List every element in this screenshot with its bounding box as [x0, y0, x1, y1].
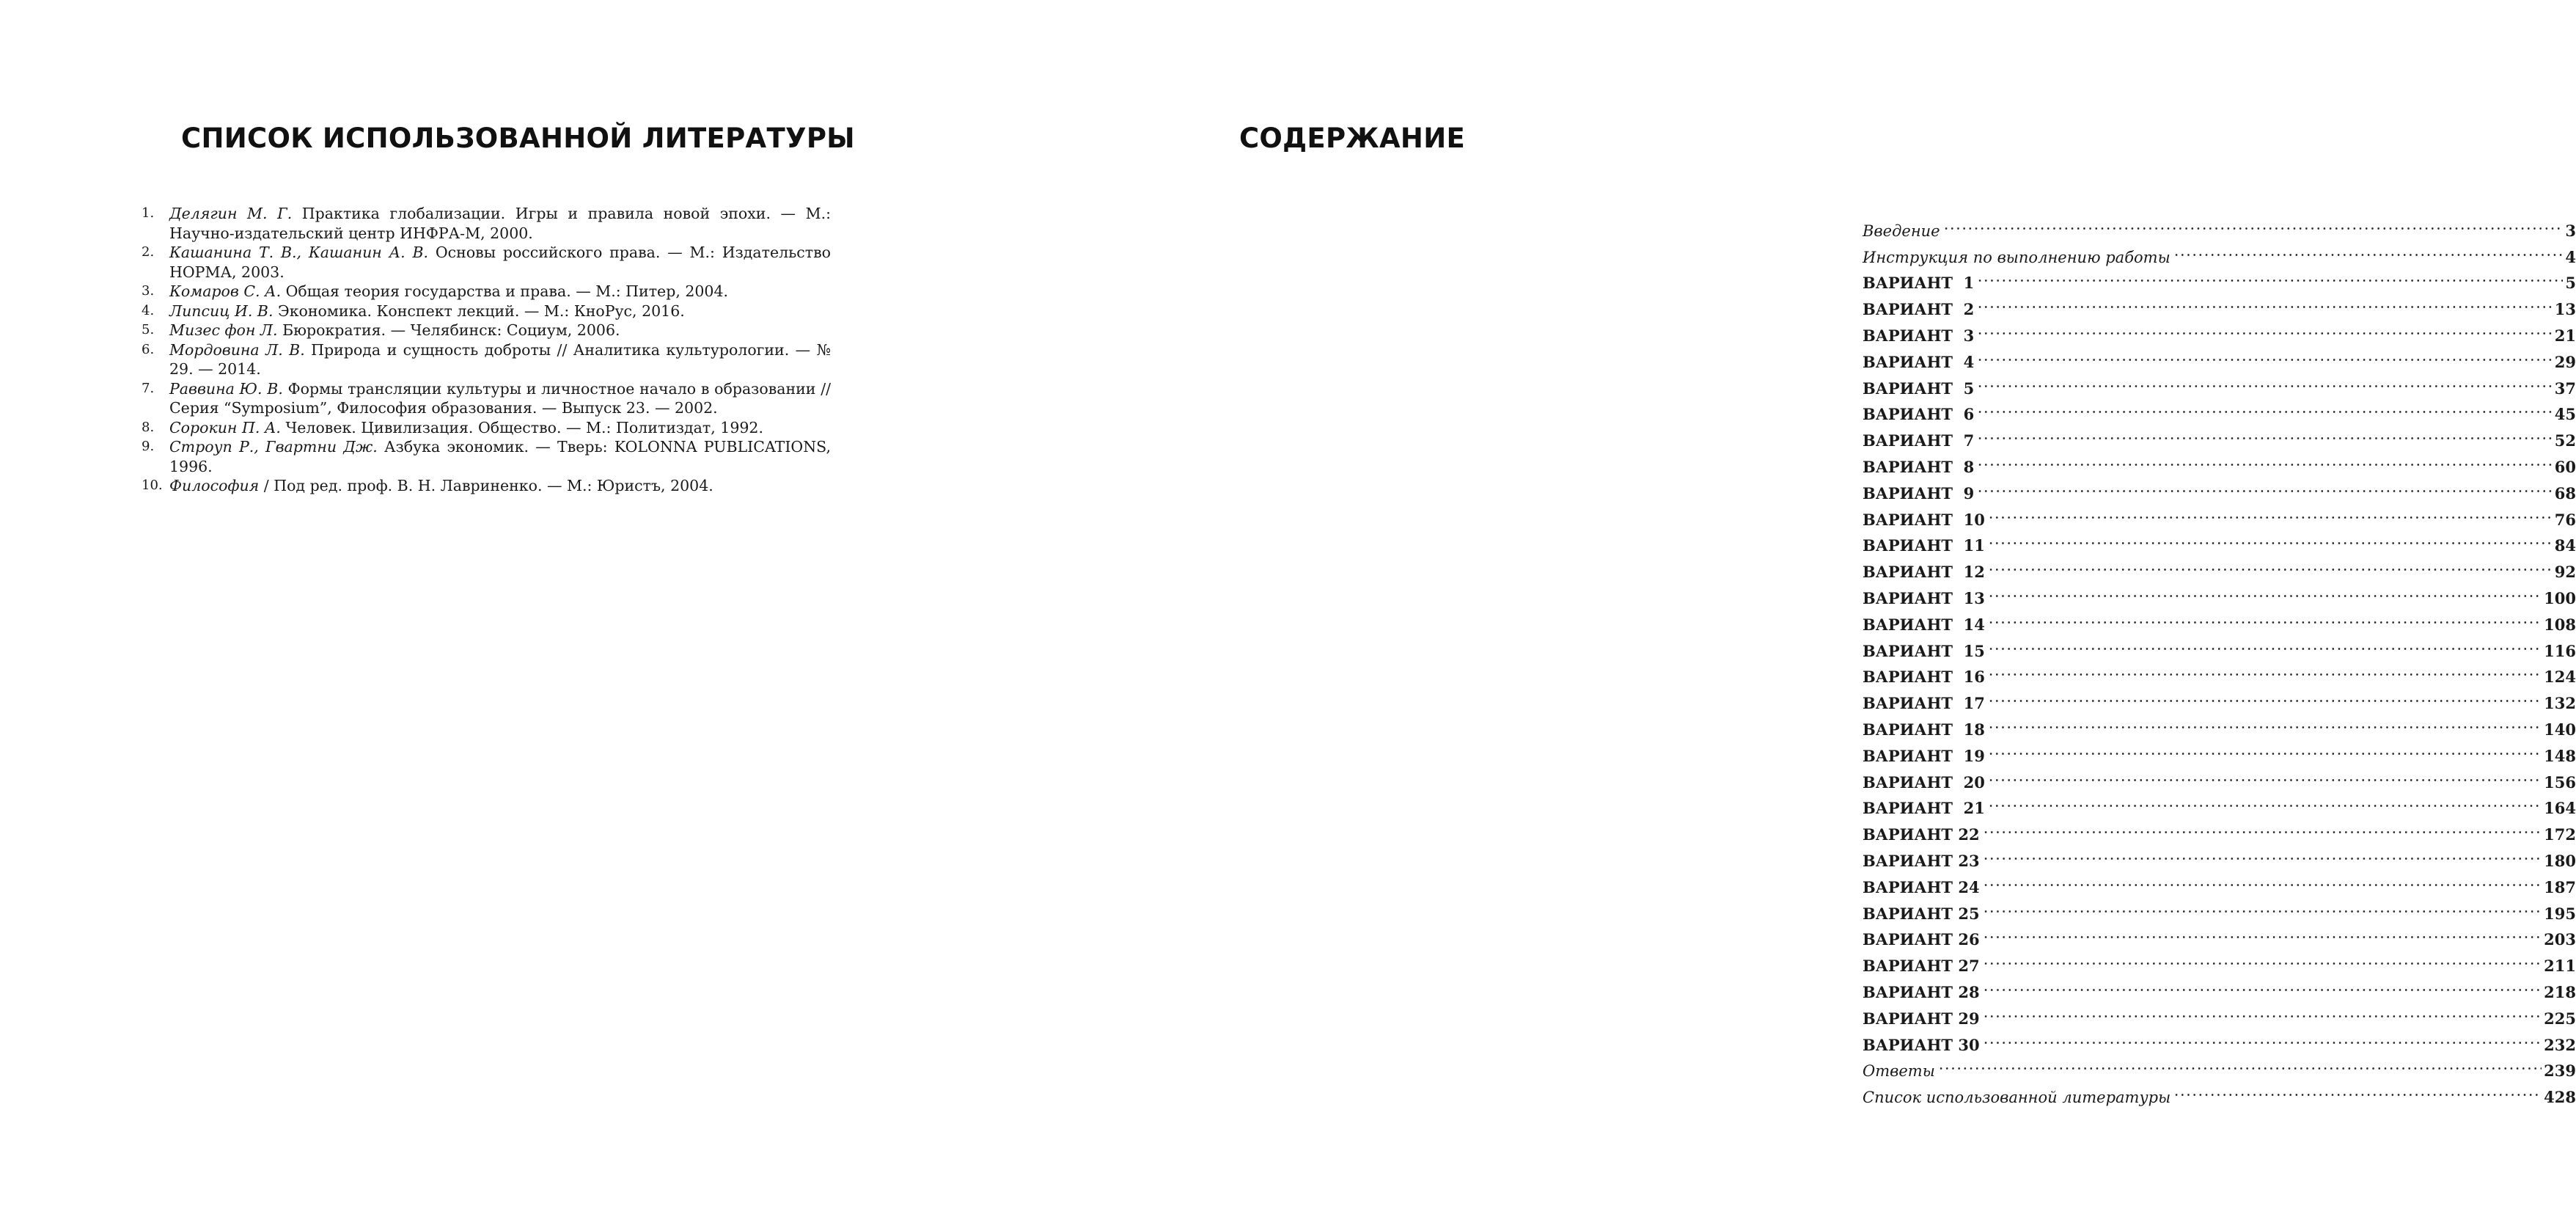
toc-entry-label: ВАРИАНТ 21	[1863, 799, 1985, 818]
toc-entry-page: 3	[2565, 221, 2576, 240]
reference-number: 3.	[142, 283, 155, 299]
reference-author: Строуп Р., Гвартни Дж.	[169, 438, 378, 456]
toc-entry-page: 164	[2544, 799, 2576, 818]
reference-item	[142, 321, 831, 340]
toc-entry-page: 13	[2554, 300, 2576, 319]
reference-item	[142, 379, 831, 418]
toc-entry-page: 218	[2544, 982, 2576, 1001]
toc-leader-dots	[1943, 210, 2564, 236]
toc-leader-dots	[1983, 893, 2542, 919]
toc-entry-page: 60	[2554, 457, 2576, 476]
toc-entry-page: 428	[2544, 1088, 2576, 1107]
reference-text: Формы трансляции культуры и личностное начало в образовании // Серия “Symposium”, Философия образования. — Выпуск 23. — 2002.	[169, 379, 832, 417]
toc-entry-page: 4	[2565, 247, 2576, 266]
reference-author: Сорокин П. А.	[169, 418, 281, 436]
toc-entry-label: ВАРИАНТ 20	[1863, 772, 1985, 792]
toc-entry-label: ВАРИАНТ 24	[1863, 877, 1980, 896]
toc-entry-label: ВАРИАНТ 28	[1863, 982, 1980, 1001]
toc-leader-dots	[1988, 551, 2553, 577]
toc-leader-dots	[1988, 788, 2542, 814]
toc-entry-page: 148	[2544, 746, 2576, 765]
toc-entry-label: ВАРИАНТ 19	[1863, 746, 1985, 765]
toc-entry-label: ВАРИАНТ 6	[1863, 405, 1975, 424]
toc-leader-dots	[1977, 315, 2552, 341]
toc-entry-page: 203	[2544, 930, 2576, 949]
toc-leader-dots	[1983, 814, 2542, 840]
toc-entry-label: ВАРИАНТ 5	[1863, 379, 1975, 398]
toc-leader-dots	[1988, 735, 2542, 761]
toc-leader-dots	[1983, 866, 2542, 893]
toc-entry-label: ВАРИАНТ 3	[1863, 326, 1975, 345]
toc-entry-label: ВАРИАНТ 22	[1863, 825, 1980, 844]
reference-number: 4.	[142, 302, 155, 318]
toc-entry-label: ВАРИАНТ 7	[1863, 431, 1975, 450]
toc-entry-page: 92	[2554, 563, 2576, 582]
toc-entry-label: ВАРИАНТ 4	[1863, 352, 1975, 371]
reference-item	[142, 476, 831, 496]
toc-entry	[1863, 1076, 2576, 1107]
reference-number: 5.	[142, 322, 155, 337]
toc-entry-page: 132	[2544, 694, 2576, 713]
toc-entry	[1863, 1050, 2576, 1081]
reference-text: Человек. Цивилизация. Общество. — М.: Политиздат, 1992.	[280, 418, 763, 436]
toc-entry-page: 180	[2544, 851, 2576, 870]
reference-author: Мордовина Л. В.	[169, 340, 305, 359]
toc-leader-dots	[1988, 499, 2553, 525]
toc-leader-dots	[1988, 709, 2542, 735]
toc-leader-dots	[1983, 1024, 2542, 1050]
reference-list	[142, 204, 831, 496]
toc-entry-page: 211	[2544, 957, 2576, 976]
toc-leader-dots	[1983, 971, 2542, 998]
reference-number: 8.	[142, 419, 155, 435]
reference-text: Экономика. Конспект лекций. — М.: КноРус, 2016.	[273, 302, 685, 320]
toc-entry-page: 45	[2554, 405, 2576, 424]
table-of-contents	[1863, 210, 2576, 1107]
toc-entry-label: ВАРИАНТ 30	[1863, 1035, 1980, 1054]
toc-entry-label: ВАРИАНТ 13	[1863, 588, 1985, 607]
toc-leader-dots	[1977, 341, 2552, 368]
toc-entry-label: ВАРИАНТ 25	[1863, 904, 1980, 923]
toc-entry-label: ВАРИАНТ 8	[1863, 457, 1975, 476]
toc-entry-page: 84	[2554, 536, 2576, 555]
reference-number: 1.	[142, 205, 155, 221]
toc-leader-dots	[1983, 945, 2542, 971]
toc-leader-dots	[1983, 998, 2542, 1024]
toc-leader-dots	[1977, 420, 2552, 446]
reference-item	[142, 302, 831, 321]
reference-author: Липсиц И. В.	[169, 302, 274, 320]
toc-entry-page: 52	[2554, 431, 2576, 450]
reference-item	[142, 418, 831, 438]
toc-entry-label: ВАРИАНТ 29	[1863, 1009, 1980, 1028]
reference-author: Философия	[169, 477, 260, 494]
toc-entry-label: ВАРИАНТ 12	[1863, 563, 1985, 582]
toc-entry-label: ВАРИАНТ 15	[1863, 641, 1985, 660]
toc-entry-page: 37	[2554, 379, 2576, 398]
reference-number: 6.	[142, 341, 155, 357]
toc-entry-label: ВАРИАНТ 11	[1863, 536, 1985, 555]
toc-entry-page: 21	[2554, 326, 2576, 345]
toc-leader-dots	[1988, 682, 2542, 709]
toc-entry-page: 140	[2544, 720, 2576, 739]
toc-entry-page: 29	[2554, 352, 2576, 371]
reference-author: Раввина Ю. В.	[169, 379, 283, 398]
reference-item	[142, 340, 831, 379]
toc-leader-dots	[1983, 840, 2542, 866]
bibliography-page	[0, 0, 893, 1206]
toc-leader-dots	[1988, 761, 2542, 788]
reference-text: Практика глобализации. Игры и правила новой эпохи. — М.: Научно-издательский центр ИНФРА-М, 2000.	[169, 205, 832, 242]
toc-leader-dots	[1977, 368, 2552, 394]
toc-entry-label: ВАРИАНТ 27	[1863, 957, 1980, 976]
toc-entry-page: 76	[2554, 510, 2576, 529]
reference-author: Делягин М. Г.	[169, 205, 293, 222]
contents-title: СОДЕРЖАНИЕ	[1239, 123, 1466, 154]
reference-number: 7.	[142, 380, 155, 396]
toc-entry-label: Введение	[1863, 222, 1940, 240]
toc-leader-dots	[1977, 394, 2552, 420]
toc-leader-dots	[1983, 919, 2542, 946]
toc-entry-page: 195	[2544, 904, 2576, 923]
toc-entry-page: 187	[2544, 877, 2576, 896]
reference-author: Мизес фон Л.	[169, 321, 278, 339]
toc-entry-label: Ответы	[1863, 1062, 1935, 1081]
reference-text: Бюрократия. — Челябинск: Социум, 2006.	[277, 321, 620, 339]
toc-leader-dots	[1977, 263, 2563, 289]
toc-leader-dots	[2173, 236, 2564, 263]
toc-entry-label: ВАРИАНТ 23	[1863, 851, 1980, 870]
toc-entry-label: ВАРИАНТ 17	[1863, 694, 1985, 713]
reference-number: 2.	[142, 244, 155, 260]
reference-author: Комаров С. А.	[169, 282, 282, 300]
reference-text: Общая теория государства и права. — М.: Питер, 2004.	[281, 282, 729, 300]
toc-entry-label: Инструкция по выполнению работы	[1863, 248, 2170, 266]
toc-entry-label: ВАРИАНТ 18	[1863, 720, 1985, 739]
toc-entry-page: 68	[2554, 483, 2576, 503]
toc-entry-page: 225	[2544, 1009, 2576, 1028]
reference-text: Основы российского права. — М.: Издательство НОРМА, 2003.	[169, 244, 832, 281]
reference-item	[142, 204, 831, 243]
toc-entry-page: 100	[2544, 588, 2576, 607]
toc-entry-page: 156	[2544, 772, 2576, 792]
toc-entry-label: ВАРИАНТ 9	[1863, 483, 1975, 503]
toc-leader-dots	[1988, 630, 2542, 657]
toc-entry-label: ВАРИАНТ 14	[1863, 615, 1985, 634]
reference-item	[142, 437, 831, 476]
reference-author: Кашанина Т. В., Кашанин А. В.	[169, 244, 429, 261]
toc-entry-label: Список использованной литературы	[1863, 1089, 2171, 1107]
toc-entry-page: 116	[2544, 641, 2576, 660]
toc-leader-dots	[1988, 657, 2542, 683]
reference-number: 9.	[142, 439, 155, 454]
toc-leader-dots	[1938, 1050, 2542, 1077]
contents-page	[893, 0, 2576, 1206]
bibliography-title: СПИСОК ИСПОЛЬЗОВАННОЙ ЛИТЕРАТУРЫ	[181, 123, 855, 154]
toc-leader-dots	[1977, 446, 2552, 472]
toc-entry-label: ВАРИАНТ 2	[1863, 300, 1975, 319]
toc-entry-page: 108	[2544, 615, 2576, 634]
toc-entry-label: ВАРИАНТ 10	[1863, 510, 1985, 529]
reference-item	[142, 282, 831, 302]
reference-text: / Под ред. проф. В. Н. Лавриненко. — М.: Юристъ, 2004.	[259, 477, 713, 494]
toc-entry	[1863, 236, 2576, 266]
toc-entry-label: ВАРИАНТ 26	[1863, 930, 1980, 949]
toc-leader-dots	[1988, 525, 2553, 552]
toc-leader-dots	[1988, 604, 2542, 630]
reference-item	[142, 243, 831, 282]
toc-entry-label: ВАРИАНТ 16	[1863, 668, 1985, 687]
toc-entry	[1863, 210, 2576, 240]
toc-entry-page: 239	[2544, 1061, 2576, 1081]
toc-leader-dots	[1977, 288, 2552, 315]
toc-leader-dots	[1977, 472, 2552, 499]
toc-entry-label: ВАРИАНТ 1	[1863, 274, 1975, 293]
reference-text: Азбука экономик. — Тверь: KOLONNA PUBLICATIONS, 1996.	[169, 438, 831, 475]
toc-entry-page: 172	[2544, 825, 2576, 844]
toc-entry-page: 124	[2544, 668, 2576, 687]
reference-number: 10.	[142, 478, 163, 493]
toc-leader-dots	[2173, 1076, 2542, 1103]
toc-entry-page: 232	[2544, 1035, 2576, 1054]
reference-text: Природа и сущность доброты // Аналитика культурологии. — № 29. — 2014.	[169, 340, 832, 378]
toc-entry-page: 5	[2565, 274, 2576, 293]
toc-leader-dots	[1988, 577, 2542, 604]
